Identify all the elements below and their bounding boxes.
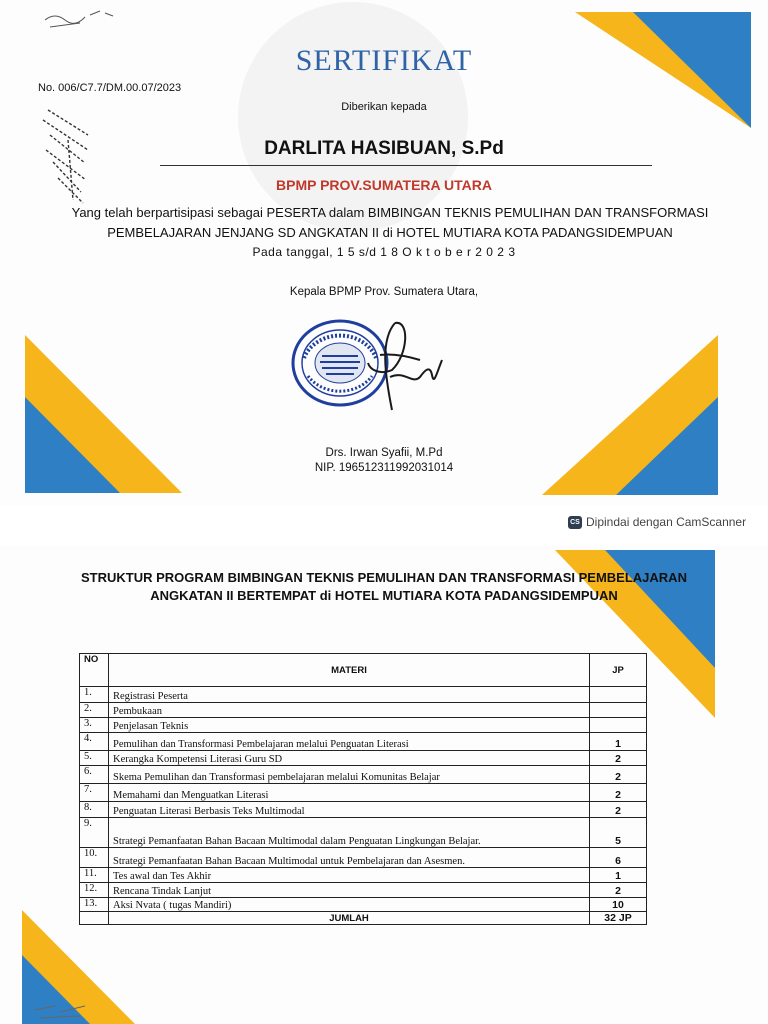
cell-materi: Tes awal dan Tes Akhir — [109, 868, 590, 883]
cell-jp — [590, 687, 647, 703]
cell-jp: 6 — [590, 848, 647, 868]
cell-materi: Strategi Pemanfaatan Bahan Bacaan Multimodal untuk Pembelajaran dan Asesmen. — [109, 848, 590, 868]
cell-no: 5. — [80, 751, 109, 766]
program-structure-page — [0, 545, 768, 1024]
participation-description: Yang telah berpartisipasi sebagai PESERTA dalam BIMBINGAN TEKNIS PEMULIHAN DAN TRANSFORMASI PEMBELAJARAN JENJANG SD ANGKATAN II di HOTEL MUTIARA KOTA PADANGSIDEMPUAN — [71, 205, 709, 240]
organization: BPMP PROV.SUMATERA UTARA — [276, 177, 492, 193]
cell-jp: 1 — [590, 868, 647, 883]
cell-no: 9. — [80, 818, 109, 848]
cell-materi: Pembukaan — [109, 703, 590, 718]
table-row — [80, 848, 647, 868]
cell-no: 3. — [80, 718, 109, 733]
cell-materi: Pemulihan dan Transformasi Pembelajaran melalui Penguatan Literasi — [109, 733, 590, 751]
cell-materi: Rencana Tindak Lanjut — [109, 883, 590, 898]
cell-no: 10. — [80, 848, 109, 868]
head-title: Kepala BPMP Prov. Sumatera Utara, — [289, 286, 479, 298]
camscanner-label — [568, 515, 746, 529]
cell-no: 2. — [80, 703, 109, 718]
header-no: NO — [80, 654, 109, 687]
cell-jp — [590, 718, 647, 733]
cell-jp: 5 — [590, 818, 647, 848]
cell-materi: Skema Pemulihan dan Transformasi pembelajaran melalui Komunitas Belajar — [109, 766, 590, 784]
certificate-page — [0, 0, 768, 505]
signer-nip: NIP. 196512311992031014 — [314, 462, 454, 474]
table-row — [80, 703, 647, 718]
cell-jp: 10 — [590, 898, 647, 912]
camscanner-text: Dipindai dengan CamScanner — [586, 515, 747, 529]
table-row — [80, 733, 647, 751]
program-table — [79, 653, 647, 925]
cell-materi: Memahami dan Menguatkan Literasi — [109, 784, 590, 802]
cell-jp: 2 — [590, 751, 647, 766]
cell-jp: 2 — [590, 766, 647, 784]
scan-mark — [30, 1000, 110, 1022]
table-row — [80, 818, 647, 848]
table-row — [80, 751, 647, 766]
program-title-line1: STRUKTUR PROGRAM BIMBINGAN TEKNIS PEMULIHAN DAN TRANSFORMASI PEMBELAJARAN — [81, 570, 687, 585]
signer-name: Drs. Irwan Syafii, M.Pd — [325, 447, 443, 459]
given-to-label: Diberikan kepada — [341, 101, 427, 113]
cell-jp: 2 — [590, 802, 647, 818]
cell-no: 1. — [80, 687, 109, 703]
header-materi: MATERI — [109, 654, 590, 687]
recipient-name: DARLITA HASIBUAN, S.Pd — [264, 138, 504, 159]
table-header-row — [80, 654, 647, 687]
cell-jp: 2 — [590, 784, 647, 802]
signature — [350, 315, 460, 420]
name-underline — [160, 165, 652, 166]
cell-jp: 2 — [590, 883, 647, 898]
total-label: JUMLAH — [109, 912, 590, 925]
signer-block — [0, 446, 768, 476]
scan-mark — [40, 5, 120, 35]
table-row — [80, 898, 647, 912]
cell-no: 8. — [80, 802, 109, 818]
table-row — [80, 718, 647, 733]
cell-jp — [590, 703, 647, 718]
cell-materi: Registrasi Peserta — [109, 687, 590, 703]
watermark — [238, 2, 468, 232]
table-row — [80, 687, 647, 703]
cell-no: 7. — [80, 784, 109, 802]
total-row — [80, 912, 647, 925]
cell-no: 12. — [80, 883, 109, 898]
cell-no: 4. — [80, 733, 109, 751]
cell-materi: Kerangka Kompetensi Literasi Guru SD — [109, 751, 590, 766]
cell-materi: Penjelasan Teknis — [109, 718, 590, 733]
table-row — [80, 802, 647, 818]
table-row — [80, 766, 647, 784]
cell-jp: 1 — [590, 733, 647, 751]
cell-materi: Penguatan Literasi Berbasis Teks Multimodal — [109, 802, 590, 818]
cell-materi: Aksi Nvata ( tugas Mandiri) — [109, 898, 590, 912]
total-value: 32 JP — [590, 912, 647, 925]
certificate-title: SERTIFIKAT — [295, 44, 473, 77]
program-title-line2: ANGKATAN II BERTEMPAT di HOTEL MUTIARA KOTA PADANGSIDEMPUAN — [150, 588, 618, 603]
event-date: Pada tanggal, 1 5 s/d 1 8 O k t o b e r 2 0 2 3 — [252, 245, 516, 259]
header-jp: JP — [590, 654, 647, 687]
table-row — [80, 868, 647, 883]
cell-no: 6. — [80, 766, 109, 784]
table-row — [80, 784, 647, 802]
cell-materi: Strategi Pemanfaatan Bahan Bacaan Multimodal dalam Penguatan Lingkungan Belajar. — [109, 818, 590, 848]
certificate-number: No. 006/C7.7/DM.00.07/2023 — [38, 82, 182, 94]
cell-no: 13. — [80, 898, 109, 912]
program-title — [0, 569, 768, 605]
camscanner-icon: CS — [568, 516, 582, 529]
cell-no: 11. — [80, 868, 109, 883]
table-row — [80, 883, 647, 898]
